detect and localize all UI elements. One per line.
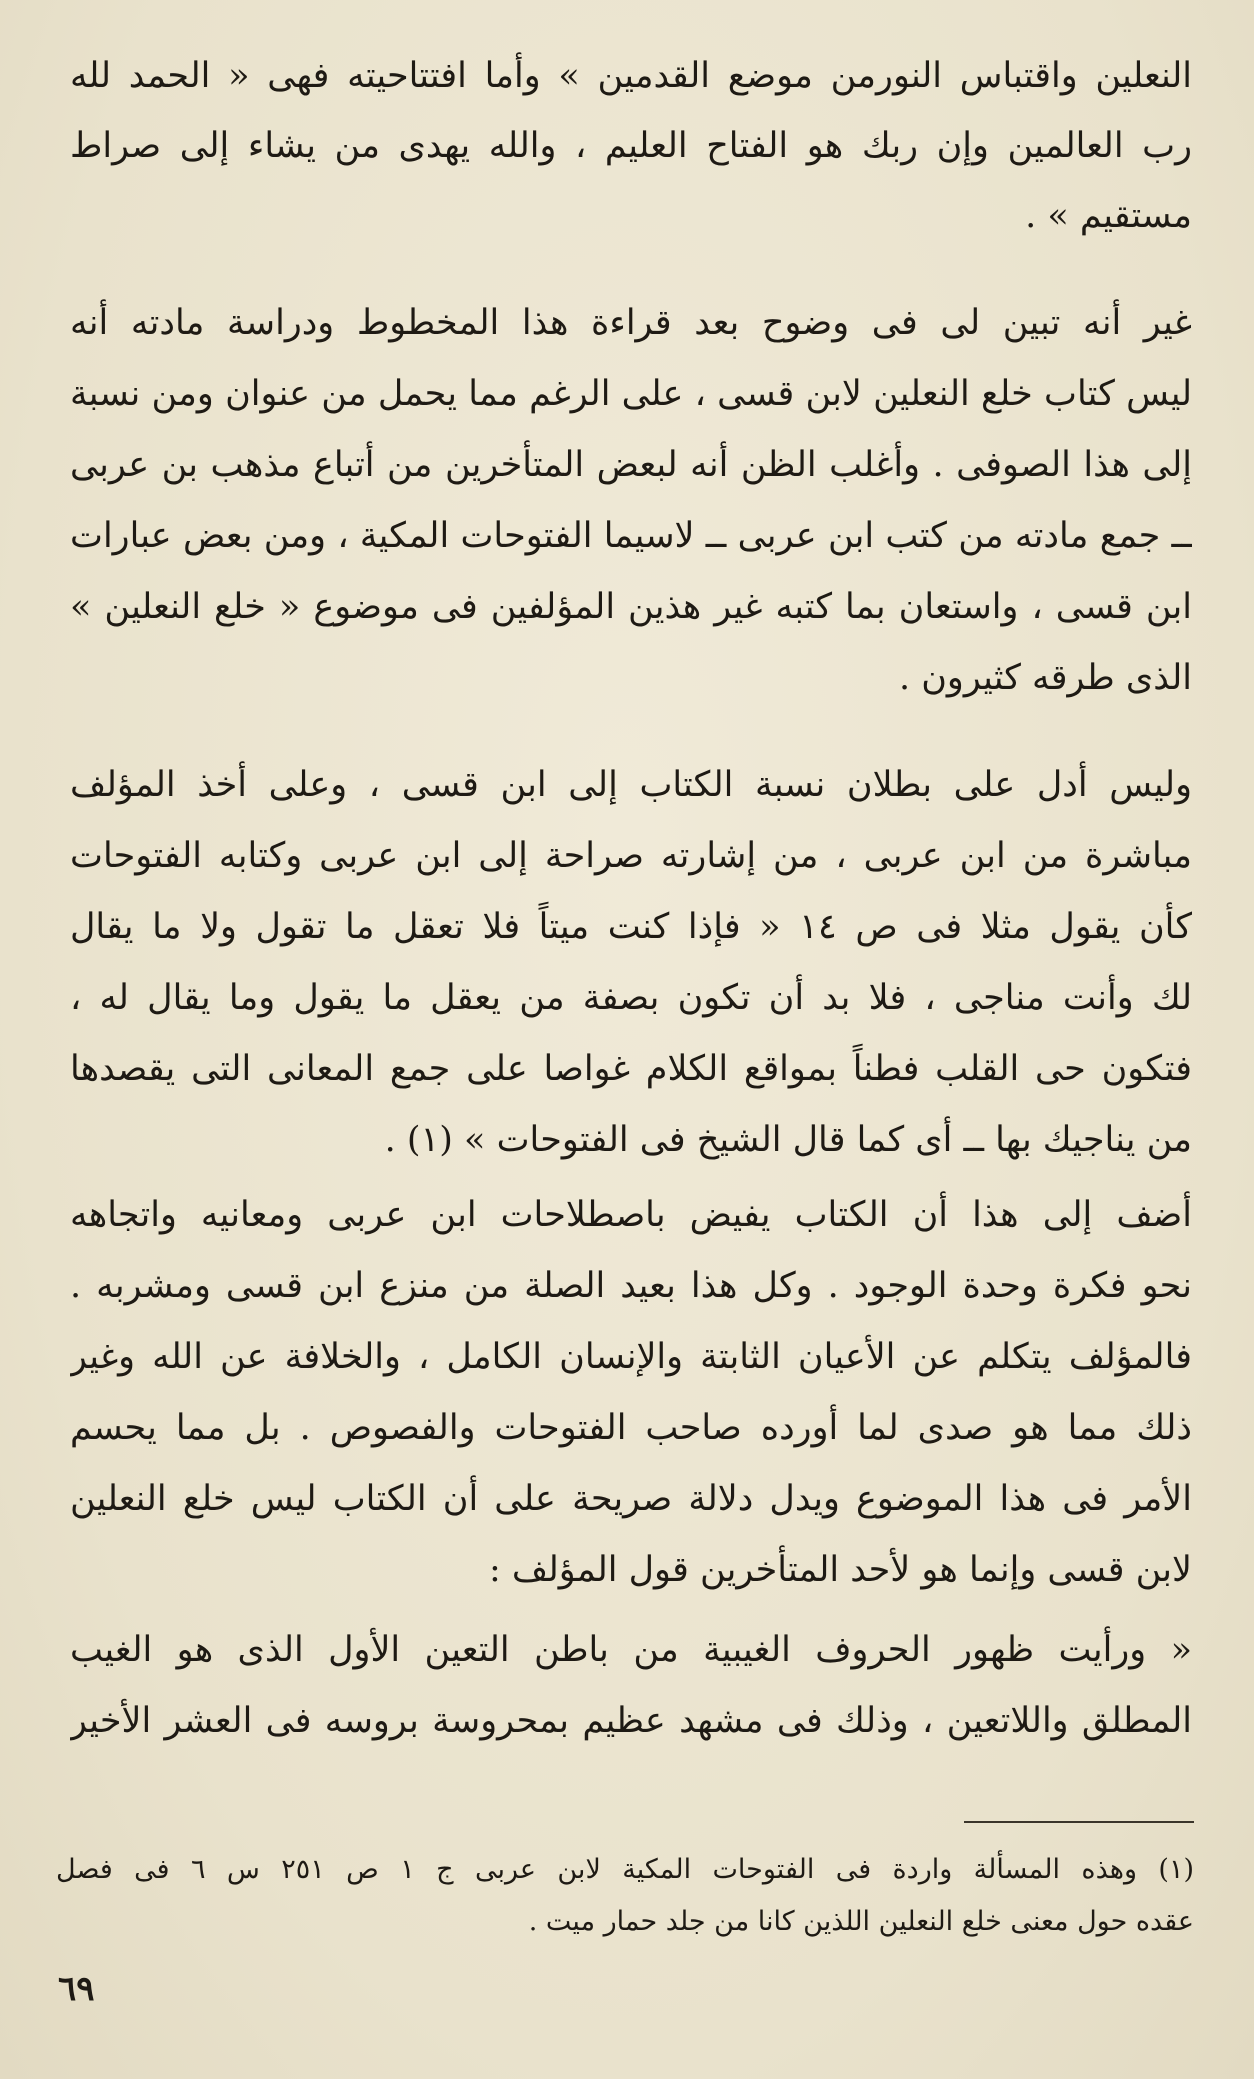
text-line: النعلين واقتباس النورمن موضع القدمين » وأما افتتاحيته فهى « الحمد لله — [70, 56, 1192, 96]
text-line: إلى هذا الصوفى . وأغلب الظن أنه لبعض المتأخرين من أتباع مذهب بن عربى — [70, 445, 1192, 485]
text-line: من يناجيك بها ــ أى كما قال الشيخ فى الفتوحات » (١) . — [384, 1120, 1192, 1160]
text-line: ليس كتاب خلع النعلين لابن قسى ، على الرغم مما يحمل من عنوان ومن نسبة — [70, 374, 1192, 414]
text-line: وليس أدل على بطلان نسبة الكتاب إلى ابن قسى ، وعلى أخذ المؤلف — [70, 765, 1192, 805]
text-line: رب العالمين وإن ربك هو الفتاح العليم ، والله يهدى من يشاء إلى صراط — [70, 126, 1192, 166]
text-line: فالمؤلف يتكلم عن الأعيان الثابتة والإنسان الكامل ، والخلافة عن الله وغير — [70, 1337, 1192, 1377]
text-line: مباشرة من ابن عربى ، من إشارته صراحة إلى ابن عربى وكتابه الفتوحات — [70, 836, 1192, 876]
footnote-line: عقده حول معنى خلع النعلين اللذين كانا من جلد حمار ميت . — [528, 1906, 1194, 1937]
text-line: مستقيم » . — [1025, 196, 1192, 236]
text-line: فتكون حى القلب فطناً بمواقع الكلام غواصا على جمع المعانى التى يقصدها — [70, 1049, 1192, 1089]
text-line: الأمر فى هذا الموضوع ويدل دلالة صريحة على أن الكتاب ليس خلع النعلين — [70, 1479, 1192, 1519]
footnote-divider — [964, 1821, 1194, 1823]
text-line: ذلك مما هو صدى لما أورده صاحب الفتوحات والفصوص . بل مما يحسم — [70, 1408, 1192, 1448]
text-line: لابن قسى وإنما هو لأحد المتأخرين قول المؤلف : — [488, 1550, 1192, 1590]
text-line: غير أنه تبين لى فى وضوح بعد قراءة هذا المخطوط ودراسة مادته أنه — [70, 303, 1192, 343]
text-line: لك وأنت مناجى ، فلا بد أن تكون بصفة من يعقل ما يقول وما يقال له ، — [70, 978, 1192, 1018]
text-line: « ورأيت ظهور الحروف الغيبية من باطن التعين الأول الذى هو الغيب — [70, 1630, 1192, 1670]
text-line: نحو فكرة وحدة الوجود . وكل هذا بعيد الصلة من منزع ابن قسى ومشربه . — [70, 1266, 1192, 1306]
footnote-line: (١) وهذه المسألة واردة فى الفتوحات المكية لابن عربى ج ١ ص ٢٥١ س ٦ فى فصل — [56, 1854, 1194, 1885]
text-line: ابن قسى ، واستعان بما كتبه غير هذين المؤلفين فى موضوع « خلع النعلين » — [70, 587, 1192, 627]
text-line: كأن يقول مثلا فى ص ١٤ « فإذا كنت ميتاً فلا تعقل ما تقول ولا ما يقال — [70, 907, 1192, 947]
text-line: أضف إلى هذا أن الكتاب يفيض باصطلاحات ابن عربى ومعانيه واتجاهه — [70, 1195, 1192, 1235]
page-number: ٦٩ — [58, 1969, 95, 2009]
text-line: ــ جمع مادته من كتب ابن عربى ــ لاسيما الفتوحات المكية ، ومن بعض عبارات — [70, 516, 1192, 556]
text-line: الذى طرقه كثيرون . — [898, 658, 1192, 698]
text-line: المطلق واللاتعين ، وذلك فى مشهد عظيم بمحروسة بروسه فى العشر الأخير — [70, 1701, 1192, 1741]
